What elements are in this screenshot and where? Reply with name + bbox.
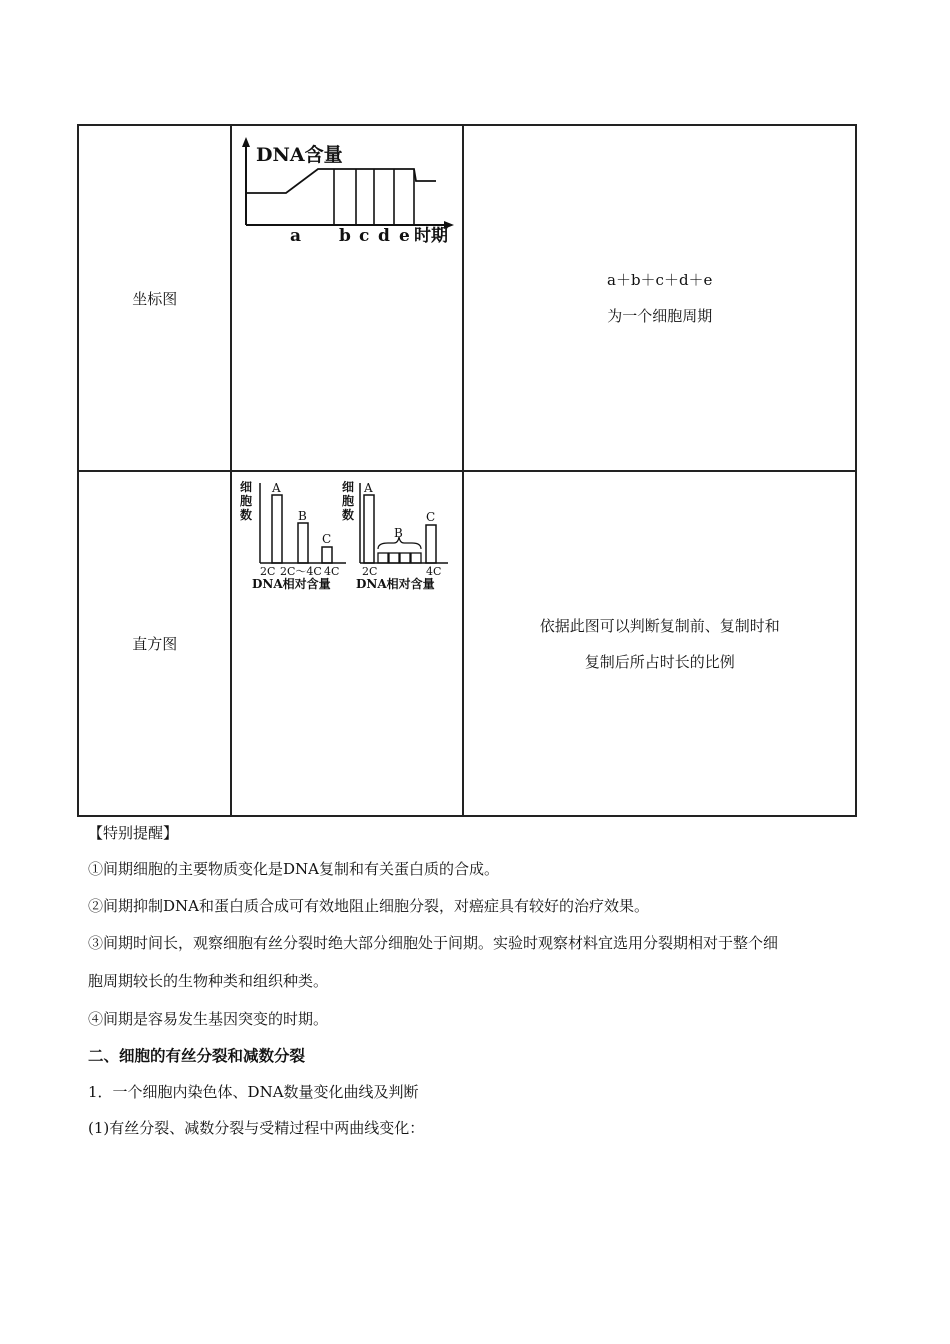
bar-label: A: [364, 481, 374, 495]
tick-label: 2C: [260, 565, 276, 578]
figure-cell: [231, 471, 463, 816]
tick-label: 2C: [362, 565, 378, 578]
reminder-item: ②间期抑制DNA和蛋白质合成可有效地阻止细胞分裂，对癌症具有较好的治疗效果。: [88, 897, 649, 915]
tick-label: 4C: [324, 565, 340, 578]
y-axis-label-char: 细: [240, 480, 253, 494]
table-row: [78, 125, 856, 471]
bar-label: B: [298, 509, 308, 523]
figure-cell: [231, 125, 463, 471]
x-mark: b: [339, 226, 352, 243]
x-axis-label: 时期: [414, 226, 449, 243]
description-line: 依据此图可以判断复制前、复制时和: [539, 616, 780, 635]
y-axis-label-char: 细: [342, 480, 355, 494]
row-label: 坐标图: [78, 125, 231, 471]
bar-label: C: [426, 510, 436, 524]
tick-label: 2C～4C: [280, 565, 323, 578]
subsection-title: 1．一个细胞内染色体、DNA数量变化曲线及判断: [88, 1083, 419, 1101]
x-mark: e: [399, 226, 411, 243]
reminder-item: ③间期时间长，观察细胞有丝分裂时绝大部分细胞处于间期。实验时观察材料宜选用分裂期相对于整个细: [88, 934, 779, 952]
y-axis-label-char: 胞: [240, 494, 253, 508]
description-line: a＋b＋c＋d＋e: [607, 271, 713, 289]
y-axis-label: DNA含量: [256, 144, 344, 166]
description-line: 为一个细胞周期: [607, 307, 713, 325]
table-row: [78, 471, 856, 816]
reminder-item: ④间期是容易发生基因突变的时期。: [88, 1010, 329, 1028]
row-label: 直方图: [78, 471, 231, 816]
x-mark: d: [378, 226, 391, 243]
cell-count-histogram: [238, 477, 454, 595]
section-heading: 二、细胞的有丝分裂和减数分裂: [88, 1047, 306, 1065]
description-cell: [463, 125, 856, 471]
reminder-item: 胞周期较长的生物种类和组织种类。: [88, 972, 329, 990]
comparison-table: [77, 124, 857, 817]
y-axis-label-char: 胞: [342, 494, 355, 508]
reminder-title: 【特别提醒】: [88, 824, 179, 842]
description-line: 复制后所占时长的比例: [584, 652, 735, 671]
x-axis-label: DNA相对含量: [356, 577, 436, 591]
y-axis-label-char: 数: [342, 508, 355, 522]
subsection-title: (1)有丝分裂、减数分裂与受精过程中两曲线变化：: [88, 1119, 425, 1137]
bar-label: B: [394, 526, 404, 540]
x-axis-label: DNA相对含量: [252, 577, 332, 591]
tick-label: 4C: [426, 565, 442, 578]
bar-label: A: [272, 481, 282, 495]
x-mark: a: [290, 226, 302, 243]
y-axis-label-char: 数: [240, 508, 253, 522]
x-mark: c: [359, 226, 370, 243]
bar-label: C: [322, 532, 332, 546]
dna-content-line-graph: [238, 131, 460, 243]
reminder-item: ①间期细胞的主要物质变化是DNA复制和有关蛋白质的合成。: [88, 860, 499, 878]
description-cell: [463, 471, 856, 816]
